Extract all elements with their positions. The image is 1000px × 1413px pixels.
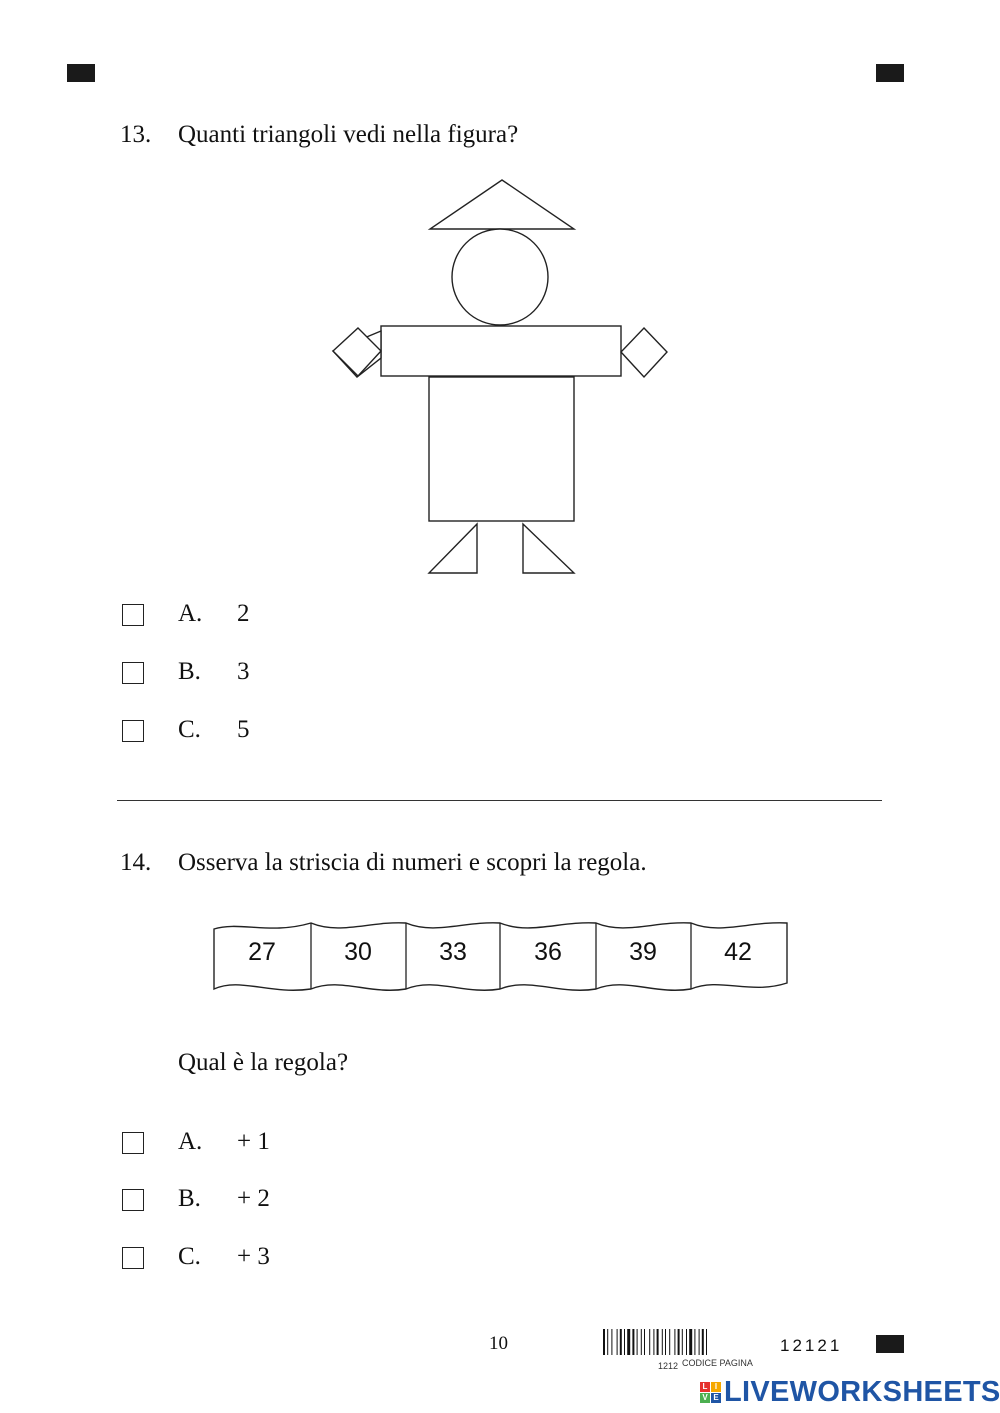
shapes-figure <box>320 170 680 585</box>
section-divider <box>117 800 882 801</box>
barcode-bar <box>607 1329 608 1355</box>
option-letter: A. <box>178 1128 203 1155</box>
q13-option-a[interactable] <box>122 600 422 634</box>
barcode-bar <box>649 1329 650 1355</box>
badge-letter: I <box>711 1382 721 1392</box>
corner-marker-top-left <box>67 64 95 82</box>
codice-number: 1212 <box>658 1361 679 1371</box>
option-letter: B. <box>178 658 201 685</box>
option-letter: A. <box>178 600 203 627</box>
strip-cell-4: 36 <box>534 938 562 966</box>
strip-cell-6: 42 <box>724 938 752 966</box>
strip-cell-1: 27 <box>248 938 276 966</box>
page-number: 10 <box>489 1333 508 1354</box>
codice-label: CODICE PAGINA <box>682 1358 753 1368</box>
barcode-bar <box>644 1329 645 1355</box>
barcode-bar <box>682 1329 683 1355</box>
question-13-number: 13. <box>120 121 152 148</box>
checkbox[interactable] <box>122 720 144 742</box>
barcode-bar <box>611 1329 612 1355</box>
barcode-bar <box>637 1329 638 1355</box>
option-value: + 3 <box>237 1243 270 1270</box>
left-foot-triangle <box>429 524 477 573</box>
barcode-bar <box>627 1329 630 1355</box>
arms-rectangle <box>381 326 621 376</box>
strip-cell-3: 33 <box>439 938 467 966</box>
barcode-bar <box>603 1329 605 1355</box>
badge-letter: E <box>711 1393 721 1403</box>
barcode-bar <box>617 1329 618 1355</box>
barcode-bar <box>657 1329 659 1355</box>
question-13-text: Quanti triangoli vedi nella figura? <box>178 121 519 148</box>
question-14-number: 14. <box>120 849 152 876</box>
corner-marker-top-right <box>876 64 904 82</box>
barcode-bar <box>678 1329 680 1355</box>
option-letter: C. <box>178 1243 201 1270</box>
barcode-bar <box>686 1329 687 1355</box>
barcode-bar <box>653 1329 654 1355</box>
barcode-bar <box>694 1329 695 1355</box>
option-value: + 2 <box>237 1185 270 1212</box>
option-value: 5 <box>237 716 250 743</box>
option-value: + 1 <box>237 1128 270 1155</box>
checkbox[interactable] <box>122 604 144 626</box>
head-circle <box>452 229 548 325</box>
strip-cell-5: 39 <box>629 938 657 966</box>
barcode-bar <box>702 1329 704 1355</box>
checkbox[interactable] <box>122 1132 144 1154</box>
barcode-bar <box>706 1329 707 1355</box>
question-14-text: Osserva la striscia di numeri e scopri la regola. <box>178 849 647 876</box>
barcode-bar <box>699 1329 700 1355</box>
option-letter: B. <box>178 1185 201 1212</box>
q14-option-b[interactable] <box>122 1185 422 1219</box>
barcode-bar <box>620 1329 622 1355</box>
barcode-bar <box>641 1329 642 1355</box>
q13-option-c[interactable] <box>122 716 422 750</box>
option-value: 2 <box>237 600 250 627</box>
barcode-bar <box>632 1329 634 1355</box>
live-badge-icon <box>700 1382 722 1404</box>
option-value: 3 <box>237 658 250 685</box>
right-foot-triangle <box>523 524 574 573</box>
q14-option-a[interactable] <box>122 1128 422 1162</box>
badge-letter: V <box>700 1393 710 1403</box>
body-square <box>429 377 574 521</box>
checkbox[interactable] <box>122 1189 144 1211</box>
option-letter: C. <box>178 716 201 743</box>
codice-pagina <box>658 1358 753 1371</box>
checkbox[interactable] <box>122 1247 144 1269</box>
barcode-bar <box>689 1329 692 1355</box>
barcode-bar <box>624 1329 625 1355</box>
q14-option-c[interactable] <box>122 1243 422 1277</box>
right-hand-diamond <box>621 328 667 377</box>
strip-cell-2: 30 <box>344 938 372 966</box>
barcode-bar <box>665 1329 666 1355</box>
corner-marker-bottom-right <box>876 1335 904 1353</box>
barcode-icon <box>603 1329 743 1355</box>
barcode-number: 12121 <box>780 1336 843 1355</box>
barcode-bar <box>669 1329 670 1355</box>
badge-letter: L <box>700 1382 710 1392</box>
logo-text: LIVEWORKSHEETS <box>724 1376 1000 1408</box>
barcode-bar <box>674 1329 675 1355</box>
barcode-bar <box>662 1329 663 1355</box>
question-14-prompt: Qual è la regola? <box>178 1049 349 1076</box>
checkbox[interactable] <box>122 662 144 684</box>
hat-triangle <box>430 180 574 229</box>
q13-option-b[interactable] <box>122 658 422 692</box>
